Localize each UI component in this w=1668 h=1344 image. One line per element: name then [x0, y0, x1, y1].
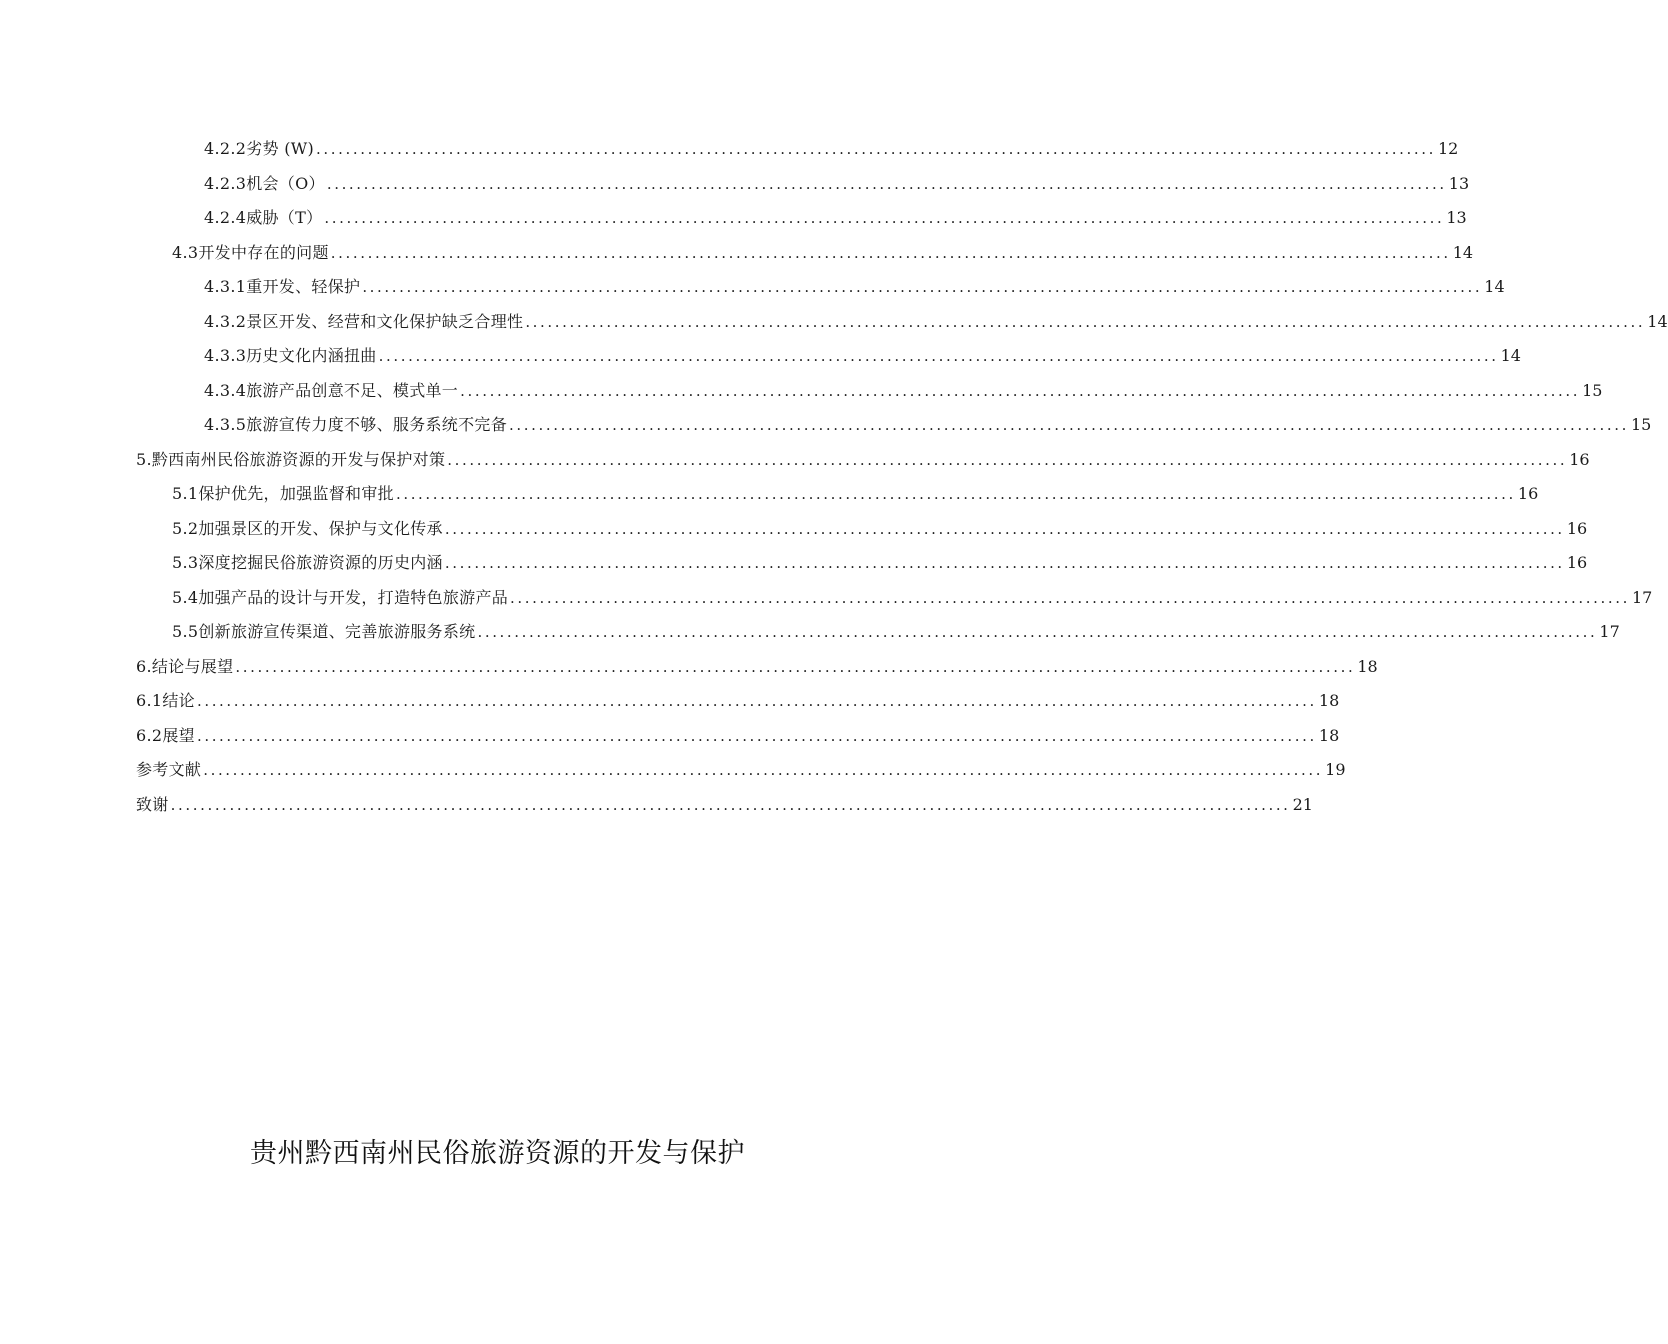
toc-dot-leader: ........................................................................................................................................................	[362, 278, 1483, 296]
toc-entry	[136, 132, 1459, 167]
toc-entry-title: 5.3深度挖掘民俗旅游资源的历史内涵	[172, 553, 443, 572]
toc-dot-leader: ........................................................................................................................................................	[203, 761, 1324, 779]
toc-page-number: 18	[1318, 691, 1340, 710]
toc-page-number: 18	[1318, 725, 1340, 745]
toc-entry	[136, 443, 1590, 478]
toc-page-number: 21	[1292, 794, 1313, 814]
toc-dot-leader: ........................................................................................................................................................	[525, 312, 1646, 331]
toc-entry-title: 4.3.1重开发、轻保护	[204, 277, 361, 296]
toc-page-number: 15	[1582, 380, 1603, 400]
toc-dot-leader: ........................................................................................................................................................	[447, 450, 1568, 469]
toc-entry-title: 4.3开发中存在的问题	[172, 242, 329, 262]
toc-dot-leader: ........................................................................................................................................................	[235, 657, 1356, 676]
toc-entry	[136, 408, 1652, 443]
toc-entry	[136, 201, 1467, 236]
toc-dot-leader: ........................................................................................................................................................	[460, 381, 1581, 400]
toc-entry-title: 5.4加强产品的设计与开发，打造特色旅游产品	[172, 587, 509, 607]
toc-entry-title: 4.3.2景区开发、经营和文化保护缺乏合理性	[204, 311, 524, 331]
toc-page-number: 14	[1500, 346, 1521, 365]
toc-dot-leader: ........................................................................................................................................................	[324, 209, 1445, 227]
toc-dot-leader: ........................................................................................................................................................	[444, 519, 1565, 538]
toc-entry-title: 5.2加强景区的开发、保护与文化传承	[172, 518, 443, 538]
toc-entry	[136, 753, 1346, 788]
toc-entry-title: 4.3.3历史文化内涵扭曲	[204, 346, 377, 365]
toc-entry	[136, 339, 1521, 374]
toc-dot-leader: ........................................................................................................................................................	[444, 554, 1565, 572]
toc-page-number: 14	[1452, 242, 1474, 262]
toc-page-number: 16	[1569, 449, 1590, 469]
toc-dot-leader: ........................................................................................................................................................	[196, 692, 1317, 710]
toc-page-number: 12	[1437, 139, 1459, 158]
toc-entry	[136, 684, 1340, 719]
toc-page-number: 18	[1357, 656, 1378, 676]
toc-entry-title: 参考文献	[136, 760, 202, 779]
toc-entry	[136, 236, 1474, 271]
toc-page-number: 13	[1448, 173, 1470, 193]
toc-dot-leader: ........................................................................................................................................................	[330, 243, 1451, 262]
toc-dot-leader: ........................................................................................................................................................	[509, 416, 1629, 434]
toc-page-number: 19	[1325, 760, 1346, 779]
toc-entry	[136, 615, 1620, 650]
toc-entry-title: 5.黔西南州民俗旅游资源的开发与保护对策	[136, 449, 446, 469]
toc-entry	[136, 512, 1588, 547]
toc-entry	[136, 650, 1378, 685]
toc-page-number: 17	[1632, 587, 1653, 607]
toc-entry	[136, 546, 1588, 581]
toc-entry-title: 6.1结论	[136, 691, 195, 710]
toc-entry-title: 6.2展望	[136, 725, 195, 745]
document-title: 贵州黔西南州民俗旅游资源的开发与保护	[250, 1138, 745, 1169]
toc-dot-leader: ........................................................................................................................................................	[477, 623, 1598, 641]
toc-page-number: 16	[1566, 518, 1588, 538]
toc-entry-title: 5.1保护优先，加强监督和审批	[172, 484, 394, 503]
toc-page-number: 14	[1647, 311, 1668, 331]
toc-page-number: 13	[1446, 208, 1467, 227]
toc-entry	[136, 477, 1539, 512]
toc-entry	[136, 374, 1603, 409]
toc-dot-leader: ........................................................................................................................................................	[326, 174, 1447, 193]
toc-dot-leader: ........................................................................................................................................................	[378, 347, 1499, 365]
toc-entry-title: 致谢	[136, 794, 169, 814]
toc-page-number: 16	[1517, 484, 1539, 503]
toc-entry	[136, 305, 1668, 340]
toc-entry-title: 4.2.3机会（O）	[204, 173, 325, 193]
toc-dot-leader: ........................................................................................................................................................	[170, 795, 1291, 814]
toc-entry-title: 5.5创新旅游宣传渠道、完善旅游服务系统	[172, 622, 476, 641]
toc-entry-title: 4.2.2劣势 (W)	[204, 139, 315, 158]
toc-dot-leader: ........................................................................................................................................................	[395, 485, 1516, 503]
toc-entry	[136, 167, 1470, 202]
toc-page-number: 15	[1630, 415, 1652, 434]
toc-entry-title: 6.结论与展望	[136, 656, 234, 676]
toc-dot-leader: ........................................................................................................................................................	[196, 726, 1317, 745]
toc-entry-title: 4.2.4威胁（T）	[204, 208, 323, 227]
toc-page-number: 16	[1566, 553, 1588, 572]
toc-entry	[136, 788, 1313, 823]
toc-page-number: 17	[1599, 622, 1620, 641]
toc-entry	[136, 270, 1505, 305]
toc-entry-title: 4.3.5旅游宣传力度不够、服务系统不完备	[204, 415, 508, 434]
toc-entry-title: 4.3.4旅游产品创意不足、模式单一	[204, 380, 459, 400]
toc-entry	[136, 581, 1653, 616]
toc-dot-leader: ........................................................................................................................................................	[510, 588, 1630, 607]
toc-entry	[136, 719, 1340, 754]
toc-dot-leader: ........................................................................................................................................................	[316, 140, 1436, 158]
table-of-contents	[136, 132, 1668, 822]
toc-page-number: 14	[1484, 277, 1505, 296]
